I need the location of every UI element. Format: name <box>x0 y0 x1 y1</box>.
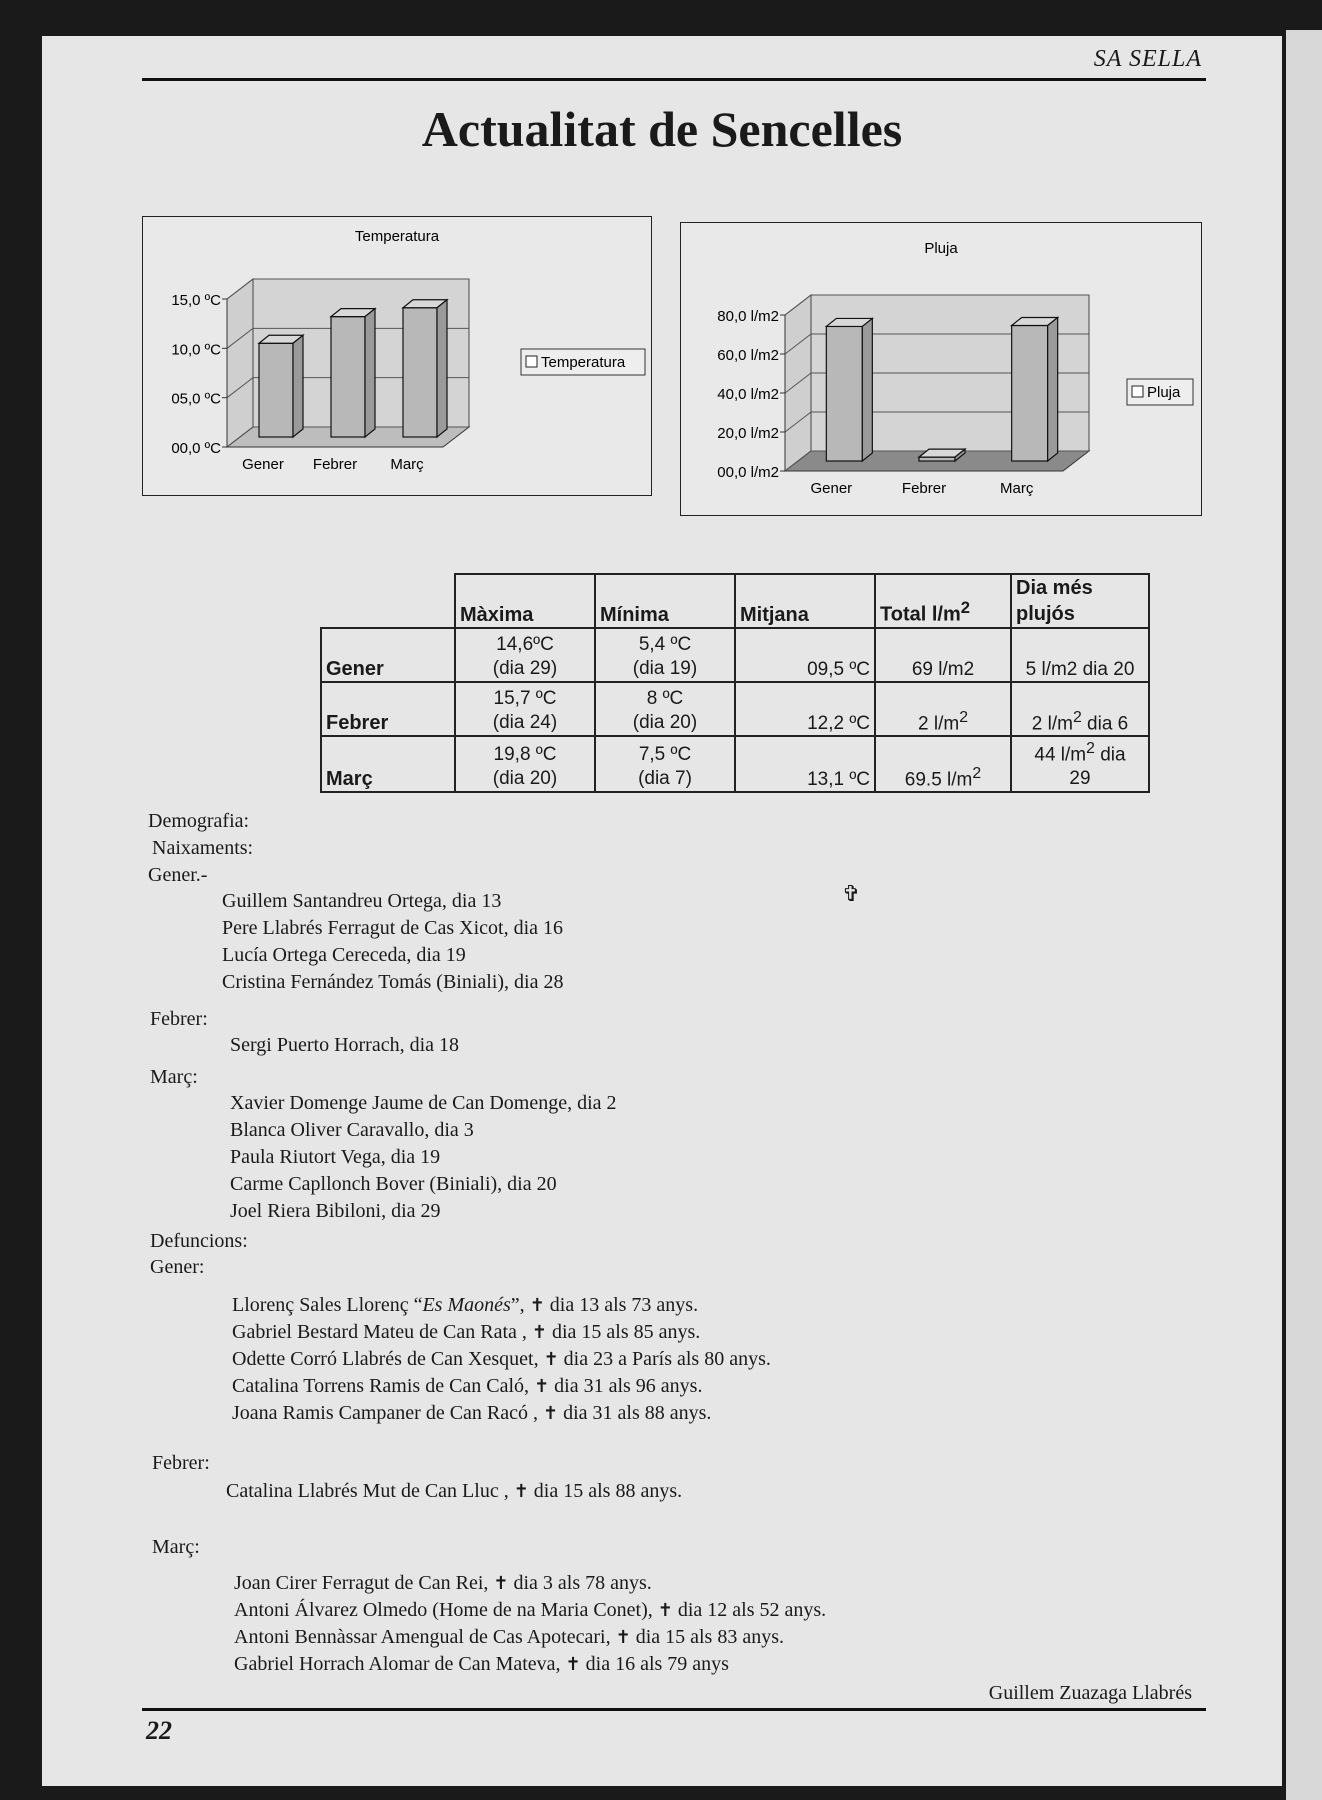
cell-rainiest-day: dia <box>1094 744 1126 766</box>
x-tick-label: Gener <box>810 480 853 497</box>
death-nickname: Es Maonés <box>422 1294 511 1316</box>
header-rainiest-day <box>1011 574 1149 628</box>
x-tick-label: Febrer <box>312 456 358 473</box>
legend-swatch <box>526 356 537 367</box>
y-tick-label: 80,0 l/m2 <box>717 308 779 325</box>
list-item <box>232 1348 771 1371</box>
cell-mean: 09,5 ºC <box>735 628 875 682</box>
cross-icon: ✝ <box>543 1349 559 1370</box>
outline-cross-icon: ✞ <box>842 882 861 907</box>
monthly-stats-table <box>320 573 1150 793</box>
header-total <box>875 574 1011 628</box>
section-naixaments: Naixaments: <box>152 837 254 859</box>
cross-icon: ✝ <box>657 1600 673 1621</box>
list-item <box>234 1599 826 1622</box>
list-item <box>234 1626 784 1649</box>
death-details: dia 16 als 79 anys <box>580 1653 729 1675</box>
deaths-marc-label: Març: <box>152 1536 200 1558</box>
cell-min <box>595 736 735 792</box>
death-name: Catalina Llabrés Mut de Can Lluc , <box>226 1480 514 1502</box>
cell-max-value: 14,6ºC <box>496 634 554 655</box>
cell-total-value: 2 l/m <box>918 713 960 734</box>
list-item: Sergi Puerto Horrach, dia 18 <box>230 1034 460 1056</box>
header-rainiest-1: Dia més <box>1016 577 1093 599</box>
births-febrer-label: Febrer: <box>150 1008 208 1030</box>
death-details: dia 23 a París als 80 anys. <box>558 1348 771 1370</box>
y-tick-label: 00,0 l/m2 <box>717 464 779 481</box>
deaths-febrer-label: Febrer: <box>152 1452 210 1474</box>
y-tick-label: 05,0 ºC <box>171 390 221 408</box>
death-name: Catalina Torrens Ramis de Can Caló, <box>232 1375 535 1397</box>
bar-side <box>437 300 447 437</box>
cell-total-value: 69.5 l/m <box>904 769 973 791</box>
header-total-label: Total l/m <box>880 604 961 626</box>
cell-rainiest-sup: 2 <box>1086 740 1095 757</box>
death-details: dia 15 als 85 anys. <box>547 1321 701 1343</box>
rain-chart-svg <box>681 223 1201 515</box>
death-name: Odette Corró Llabrés de Can Xesquet, <box>232 1348 544 1370</box>
cell-rainiest-day: dia 6 <box>1081 713 1129 734</box>
list-item: Carme Capllonch Bover (Biniali), dia 20 <box>230 1173 557 1195</box>
list-item: Xavier Domenge Jaume de Can Domenge, dia 2 <box>230 1092 617 1114</box>
bar-side <box>862 318 872 461</box>
bar-side <box>293 335 303 437</box>
y-tick-label: 00,0 ºC <box>171 440 221 457</box>
y-tick-label: 10,0 ºC <box>171 341 221 359</box>
section-defuncions: Defuncions: <box>150 1230 248 1252</box>
cell-max-day: (dia 24) <box>492 712 558 733</box>
cell-rainiest-value: 2 l/m <box>1031 713 1073 734</box>
cell-min-value: 8 ºC <box>646 688 684 709</box>
table-row <box>321 628 1149 682</box>
row-month: Febrer <box>321 682 455 736</box>
y-tick-label: 60,0 l/m2 <box>717 347 779 364</box>
header-rule <box>142 78 1206 81</box>
list-item: Joel Riera Bibiloni, dia 29 <box>230 1200 441 1222</box>
list-item <box>232 1402 711 1425</box>
list-item: Cristina Fernández Tomás (Biniali), dia 28 <box>222 971 564 993</box>
list-item <box>234 1572 652 1595</box>
cell-rainiest-value: 44 l/m <box>1034 744 1087 766</box>
cross-icon: ✝ <box>534 1376 550 1397</box>
death-details: dia 15 als 83 anys. <box>630 1626 784 1648</box>
cell-min-value: 5,4 ºC <box>638 634 692 655</box>
page-number: 22 <box>146 1716 172 1745</box>
cross-icon: ✝ <box>513 1481 529 1502</box>
cell-min-day: (dia 19) <box>632 658 698 679</box>
facing-page-edge <box>1286 30 1322 1800</box>
legend-label: Temperatura <box>541 354 626 371</box>
death-details: dia 31 als 88 anys. <box>558 1402 712 1424</box>
row-month: Març <box>321 736 455 792</box>
author: Guillem Zuazaga Llabrés <box>988 1682 1192 1704</box>
header-rainiest-2: plujós <box>1016 603 1075 625</box>
bar-front <box>1012 325 1048 461</box>
cell-max-day: (dia 20) <box>492 768 558 790</box>
y-tick-label: 40,0 l/m2 <box>717 386 779 403</box>
cell-max-value: 15,7 ºC <box>493 688 557 709</box>
section-demografia: Demografia: <box>148 810 250 832</box>
header-max: Màxima <box>455 574 595 628</box>
cell-rainiest <box>1011 736 1149 792</box>
cell-rainiest-day-num: 29 <box>1069 768 1091 790</box>
list-item <box>232 1375 702 1398</box>
table-row <box>321 682 1149 736</box>
temperature-chart-svg <box>143 217 651 495</box>
bar-front <box>259 343 293 437</box>
cell-max <box>455 736 595 792</box>
list-item: Lucía Ortega Cereceda, dia 19 <box>222 944 466 966</box>
footer-rule <box>142 1708 1206 1711</box>
list-item <box>232 1294 698 1317</box>
cell-rainiest: 5 l/m2 dia 20 <box>1011 628 1149 682</box>
cell-min-day: (dia 7) <box>638 768 692 790</box>
x-tick-label: Març <box>390 456 424 473</box>
chart-title: Temperatura <box>354 228 440 245</box>
cell-min <box>595 682 735 736</box>
cell-min <box>595 628 735 682</box>
death-name: Joana Ramis Campaner de Can Racó , <box>232 1402 544 1424</box>
cross-icon: ✝ <box>529 1295 545 1316</box>
cell-total <box>875 736 1011 792</box>
cell-mean: 13,1 ºC <box>735 736 875 792</box>
list-item <box>226 1480 682 1503</box>
cross-icon: ✝ <box>543 1403 559 1424</box>
header-min: Mínima <box>595 574 735 628</box>
y-tick-label: 15,0 ºC <box>171 292 221 309</box>
death-details: dia 3 als 78 anys. <box>508 1572 652 1594</box>
page-title: Actualitat de Sencelles <box>421 101 903 157</box>
legend-label: Pluja <box>1147 384 1181 401</box>
header-mean: Mitjana <box>735 574 875 628</box>
death-details: dia 31 als 96 anys. <box>549 1375 703 1397</box>
chart-side-wall <box>227 279 253 447</box>
births-marc-label: Març: <box>150 1066 198 1088</box>
cell-total-sup: 2 <box>972 765 982 782</box>
legend-swatch <box>1132 386 1143 397</box>
death-details: dia 13 als 73 anys. <box>544 1294 699 1316</box>
row-month: Gener <box>321 628 455 682</box>
temperature-chart <box>142 216 652 496</box>
x-tick-label: Febrer <box>901 480 947 497</box>
death-name: Gabriel Horrach Alomar de Can Mateva, <box>234 1653 566 1675</box>
list-item: Paula Riutort Vega, dia 19 <box>230 1146 441 1168</box>
cell-total <box>875 682 1011 736</box>
cell-max <box>455 682 595 736</box>
death-name: Llorenç Sales Llorenç “ <box>232 1294 423 1316</box>
births-gener-label: Gener.- <box>148 864 208 886</box>
cell-min-value: 7,5 ºC <box>638 744 692 766</box>
bar-side <box>365 309 375 437</box>
cell-total: 69 l/m2 <box>875 628 1011 682</box>
cell-rainiest <box>1011 682 1149 736</box>
list-item <box>234 1653 729 1676</box>
magazine-page <box>42 36 1282 1786</box>
deaths-gener-label: Gener: <box>150 1256 205 1278</box>
death-name: Antoni Bennàssar Amengual de Cas Apotecari, <box>234 1626 616 1648</box>
cell-total-sup: 2 <box>959 708 968 726</box>
list-item: Blanca Oliver Caravallo, dia 3 <box>230 1119 474 1141</box>
bar-side <box>1048 317 1058 461</box>
bar-front <box>331 317 365 437</box>
death-name: Antoni Álvarez Olmedo (Home de na Maria Conet), <box>234 1599 658 1621</box>
cross-icon: ✝ <box>615 1627 631 1648</box>
list-item: Pere Llabrés Ferragut de Cas Xicot, dia 16 <box>222 917 564 939</box>
cross-icon: ✝ <box>531 1322 547 1343</box>
bar-front <box>826 326 862 461</box>
header-total-sup: 2 <box>960 598 971 618</box>
cell-rainiest-sup: 2 <box>1072 708 1082 726</box>
cell-min-day: (dia 20) <box>632 712 698 733</box>
death-details: dia 15 als 88 anys. <box>528 1480 683 1502</box>
table-row <box>321 736 1149 792</box>
cell-max <box>455 628 595 682</box>
rain-chart <box>680 222 1202 516</box>
cell-mean: 12,2 ºC <box>735 682 875 736</box>
list-item: Guillem Santandreu Ortega, dia 13 <box>222 890 502 912</box>
x-tick-label: Març <box>999 480 1034 497</box>
death-details: dia 12 als 52 anys. <box>672 1599 827 1621</box>
x-tick-label: Gener <box>242 456 284 473</box>
death-name: Gabriel Bestard Mateu de Can Rata , <box>232 1321 532 1343</box>
cross-icon: ✝ <box>565 1654 581 1675</box>
death-punct: ”, <box>510 1294 530 1316</box>
cell-max-day: (dia 29) <box>492 658 558 679</box>
bar-front <box>403 308 437 437</box>
magazine-name: SA SELLA <box>1093 46 1202 72</box>
cell-max-value: 19,8 ºC <box>493 744 557 766</box>
death-name: Joan Cirer Ferragut de Can Rei, <box>234 1572 494 1594</box>
chart-title: Pluja <box>924 240 958 257</box>
cross-icon: ✝ <box>493 1573 509 1594</box>
list-item <box>232 1321 700 1344</box>
y-tick-label: 20,0 l/m2 <box>717 425 779 442</box>
